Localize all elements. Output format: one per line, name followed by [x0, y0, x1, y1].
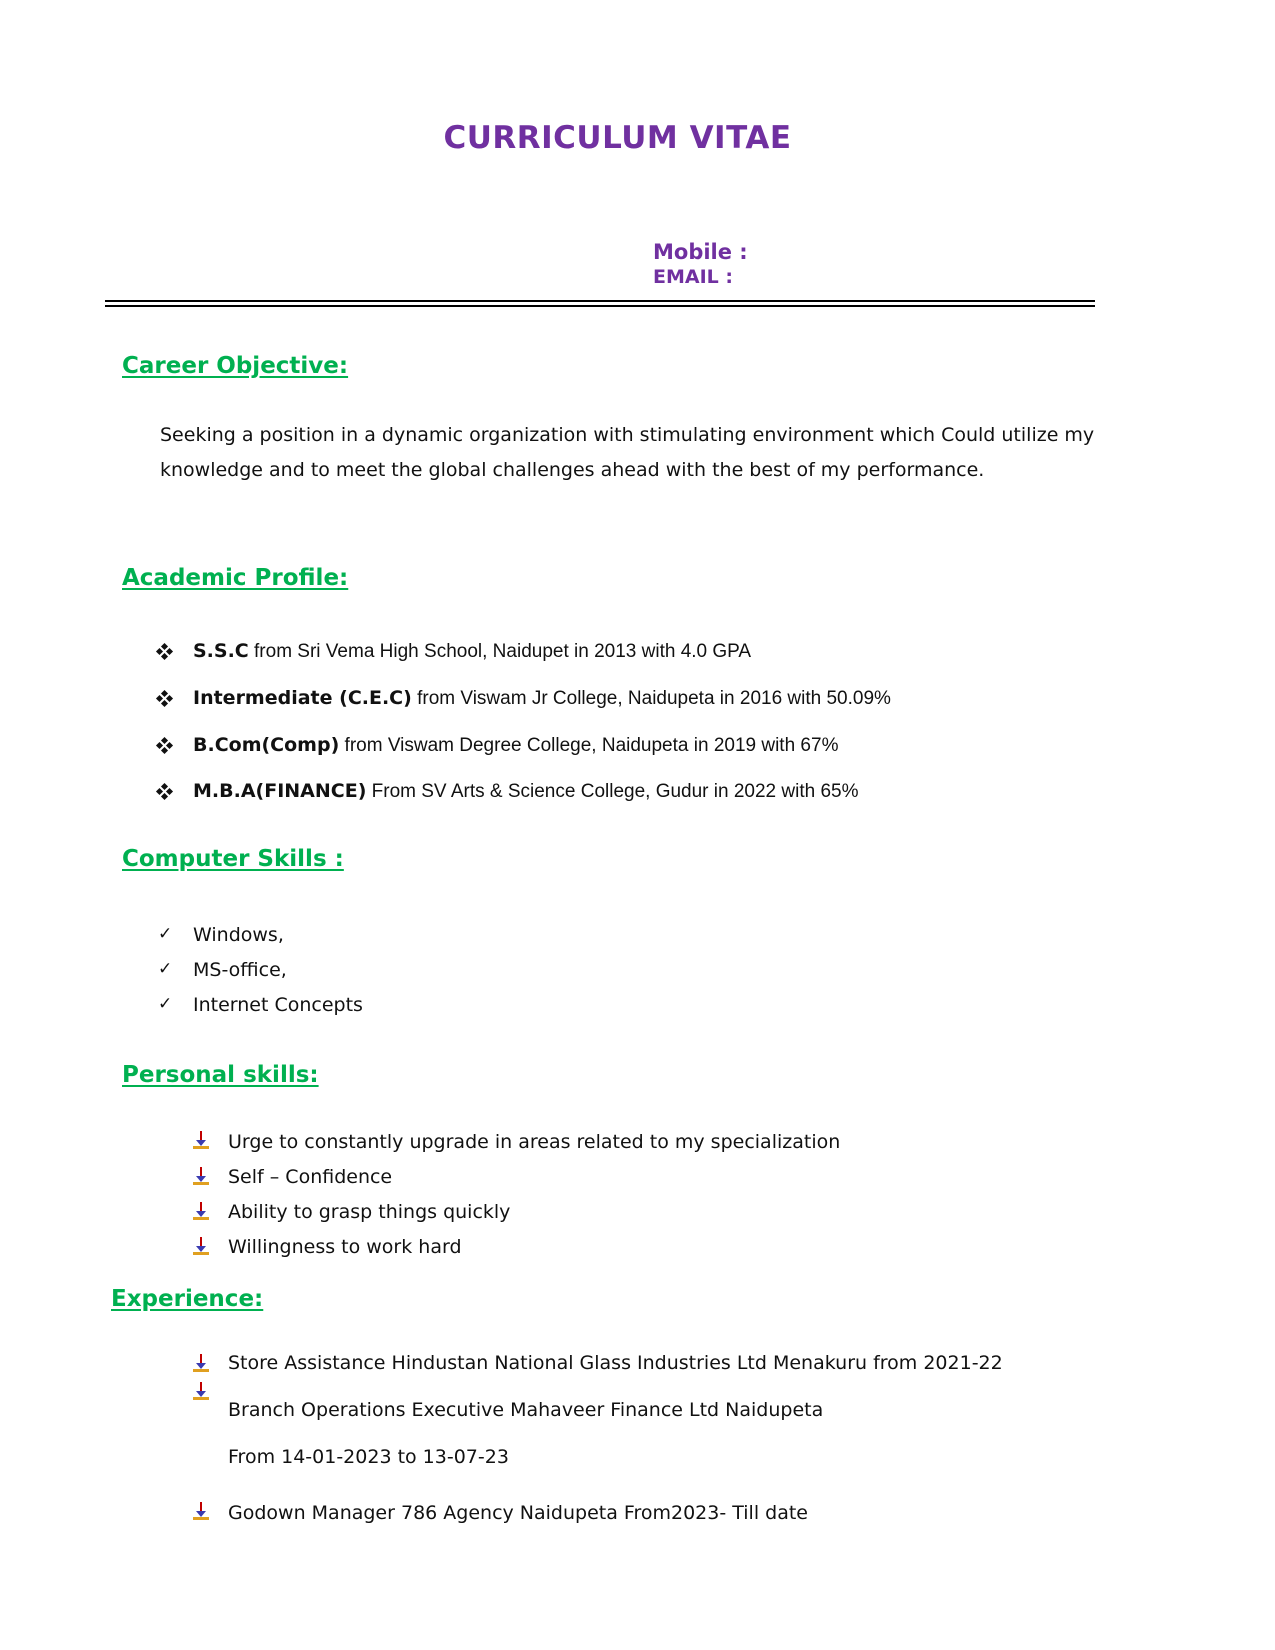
personal-skill-item: Ability to grasp things quickly: [228, 1201, 511, 1223]
career-objective-line-2: knowledge and to meet the global challenges ahead with the best of my performance.: [160, 459, 985, 481]
personal-skills-heading: Personal skills:: [122, 1062, 319, 1088]
academic-profile-heading: Academic Profile:: [122, 565, 349, 591]
academic-detail: from Sri Vema High School, Naidupet in 2013 with 4.0 GPA: [248, 641, 752, 662]
experience-item: Branch Operations Executive Mahaveer Finance Ltd Naidupeta: [228, 1399, 824, 1421]
academic-detail: from Viswam Degree College, Naidupeta in 2019 with 67%: [339, 735, 839, 756]
academic-degree: Intermediate (C.E.C): [193, 687, 412, 709]
academic-detail: from Viswam Jr College, Naidupeta in 2016 with 50.09%: [411, 688, 891, 709]
arrow-bullet-icon: [193, 1382, 209, 1400]
academic-item: [193, 780, 859, 803]
academic-detail: From SV Arts & Science College, Gudur in 2022 with 65%: [366, 781, 859, 802]
email-label: EMAIL :: [653, 266, 733, 288]
arrow-bullet-icon: [193, 1237, 209, 1255]
computer-skill-item: Windows,: [193, 924, 284, 946]
computer-skill-item: MS-office,: [193, 959, 287, 981]
experience-heading: Experience:: [111, 1286, 264, 1312]
career-objective-heading: Career Objective:: [122, 353, 349, 379]
header-divider-bottom: [105, 305, 1095, 307]
checkmark-icon: ✓: [158, 994, 173, 1014]
academic-degree: M.B.A(FINANCE): [193, 780, 367, 802]
personal-skill-item: Self – Confidence: [228, 1166, 393, 1188]
header-divider-top: [105, 300, 1095, 302]
personal-skill-item: Urge to constantly upgrade in areas related to my specialization: [228, 1131, 841, 1153]
page-title: CURRICULUM VITAE: [443, 120, 792, 156]
academic-item: [193, 640, 751, 663]
computer-skills-heading: Computer Skills :: [122, 846, 344, 872]
career-objective-line-1: Seeking a position in a dynamic organization with stimulating environment which Could utilize my: [160, 424, 1095, 446]
checkmark-icon: ✓: [158, 959, 173, 979]
arrow-bullet-icon: [193, 1167, 209, 1185]
experience-item: Store Assistance Hindustan National Glass Industries Ltd Menakuru from 2021-22: [228, 1352, 1003, 1374]
experience-item: Godown Manager 786 Agency Naidupeta From2023- Till date: [228, 1502, 808, 1524]
arrow-bullet-icon: [193, 1354, 209, 1372]
academic-degree: S.S.C: [193, 640, 249, 662]
arrow-bullet-icon: [193, 1502, 209, 1520]
four-diamond-icon: [157, 644, 173, 660]
personal-skill-item: Willingness to work hard: [228, 1236, 462, 1258]
computer-skill-item: Internet Concepts: [193, 994, 363, 1016]
academic-degree: B.Com(Comp): [193, 734, 340, 756]
mobile-label: Mobile :: [653, 240, 748, 264]
academic-item: [193, 687, 891, 710]
four-diamond-icon: [157, 738, 173, 754]
four-diamond-icon: [157, 784, 173, 800]
academic-item: [193, 734, 838, 757]
arrow-bullet-icon: [193, 1202, 209, 1220]
four-diamond-icon: [157, 691, 173, 707]
checkmark-icon: ✓: [158, 924, 173, 944]
arrow-bullet-icon: [193, 1131, 209, 1149]
experience-dates: From 14-01-2023 to 13-07-23: [228, 1446, 509, 1468]
